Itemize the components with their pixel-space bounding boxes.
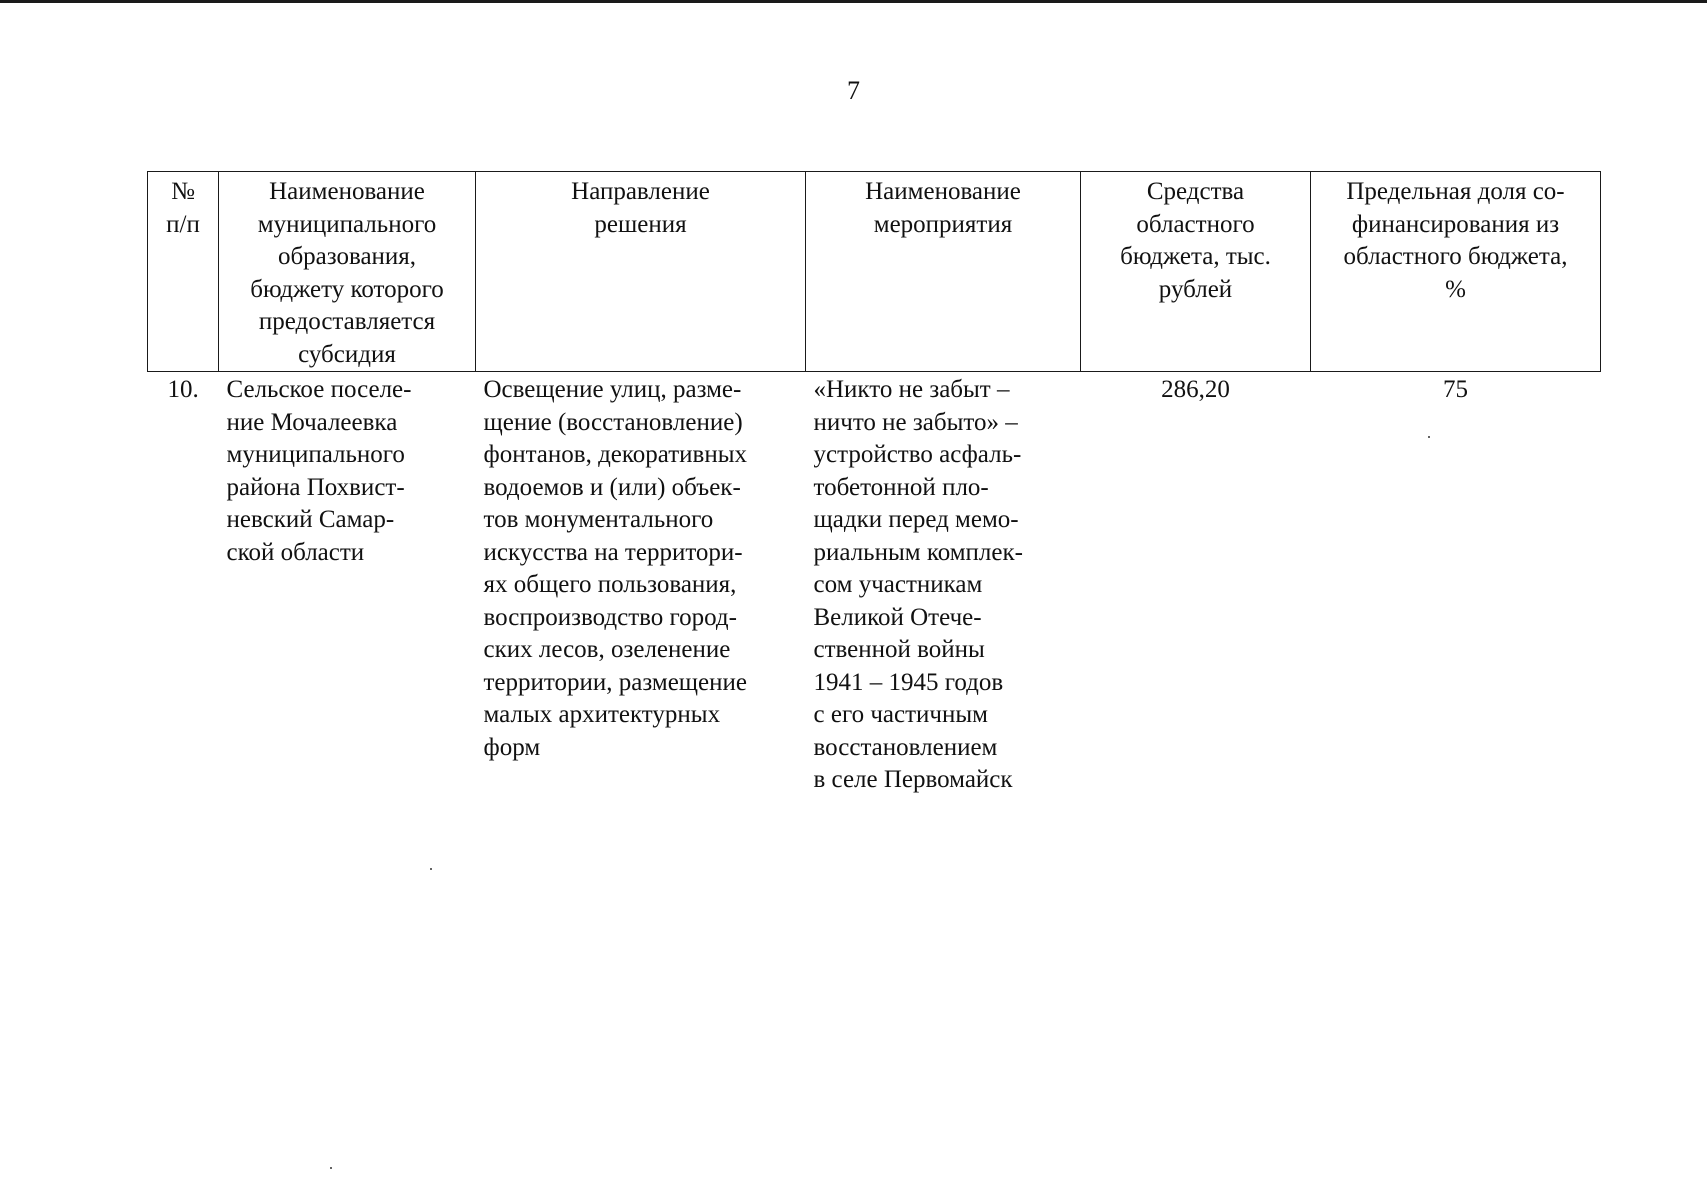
header-row: [148, 172, 1601, 372]
row-number: 10.: [167, 376, 199, 403]
subsidy-table: [147, 171, 1601, 797]
row-event: «Никто не забыт – ничто не забыто» – устройство асфаль- тобетонной пло- щадки перед мемо- риальным комплек- сом участникам Великой Отече- ственной войны 1941 – 1945 годов с его частичным восстановлением в селе Первомайск: [813, 376, 1023, 793]
header-share: Предельная доля со- финансирования из областного бюджета, %: [1311, 172, 1601, 372]
row-direction: Освещение улиц, разме- щение (восстановление) фонтанов, декоративных водоемов и (или) объек- тов монументального искусства на территори- ях общего пользования, воспроизводство город- ских лесов, озеленение территории, размещение малых архитектурных форм: [483, 376, 748, 761]
scan-speck: [330, 1167, 332, 1169]
page-number: 7: [847, 76, 860, 105]
header-funds: Средства областного бюджета, тыс. рублей: [1081, 172, 1311, 372]
row-share: 75: [1443, 376, 1468, 403]
scan-edge: [0, 0, 1707, 3]
table-row: [148, 374, 1601, 797]
table-header: [148, 172, 1601, 372]
row-municipality: Сельское поселе- ние Мочалеевка муниципального района Похвист- невский Самар- ской области: [226, 376, 412, 566]
header-direction: Направление решения: [476, 172, 806, 372]
scan-speck: [430, 868, 432, 870]
row-funds: 286,20: [1161, 376, 1230, 403]
header-municipality: Наименование муниципального образования, бюджету которого предоставляется субсидия: [219, 172, 476, 372]
table-body: [148, 372, 1601, 797]
scan-speck: [1428, 436, 1430, 438]
header-number: № п/п: [148, 172, 219, 372]
header-event: Наименование мероприятия: [806, 172, 1081, 372]
